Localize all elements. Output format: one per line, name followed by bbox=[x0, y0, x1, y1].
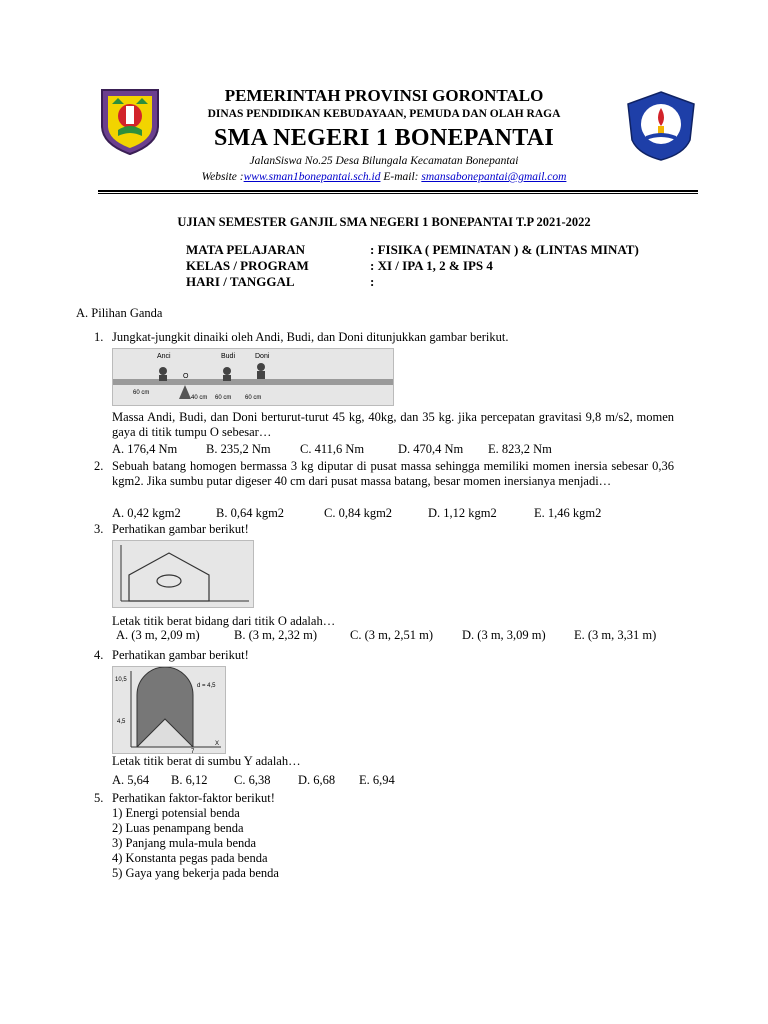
q3-text: Perhatikan gambar berikut! bbox=[112, 522, 249, 536]
section-heading: A. Pilihan Ganda bbox=[76, 306, 163, 320]
q4-fig-label-x: 7 bbox=[191, 749, 195, 754]
q3-house-figure bbox=[112, 540, 254, 608]
q4-fig-label-ymax: 10,5 bbox=[115, 677, 127, 683]
q4-option-e: E. 6,94 bbox=[359, 773, 395, 787]
email-label: E-mail: bbox=[380, 171, 422, 183]
q4-option-d: D. 6,68 bbox=[298, 773, 336, 787]
q5-number: 5. bbox=[94, 791, 104, 805]
meta-value-subject: : FISIKA ( PEMINATAN ) & (LINTAS MINAT) bbox=[370, 242, 639, 257]
q1-number: 1. bbox=[94, 330, 104, 344]
q1-fig-label-d1: 60 cm bbox=[133, 390, 150, 396]
department-name: DINAS PENDIDIKAN KEBUDAYAAN, PEMUDA DAN OLAH RAGA bbox=[207, 108, 561, 120]
q4-fig-label-diameter: d = 4,5 bbox=[197, 683, 216, 689]
q1-option-c: C. 411,6 Nm bbox=[300, 442, 365, 456]
q3-option-e: E. (3 m, 3,31 m) bbox=[574, 628, 657, 642]
q4-shape-figure bbox=[112, 666, 226, 754]
q5-item-1: 1) Energi potensial benda bbox=[112, 806, 240, 820]
q3-option-b: B. (3 m, 2,32 m) bbox=[234, 628, 317, 642]
q2-option-e: E. 1,46 kgm2 bbox=[534, 506, 602, 520]
meta-label-subject: MATA PELAJARAN bbox=[186, 242, 306, 257]
q5-item-4: 4) Konstanta pegas pada benda bbox=[112, 851, 268, 865]
q5-item-3: 3) Panjang mula-mula benda bbox=[112, 836, 257, 850]
q1-fig-label-budi: Budi bbox=[221, 353, 236, 360]
q5-item-5: 5) Gaya yang bekerja pada benda bbox=[112, 866, 279, 880]
q4-text: Perhatikan gambar berikut! bbox=[112, 648, 249, 662]
q5-text: Perhatikan faktor-faktor berikut! bbox=[112, 791, 275, 805]
q2-option-d: D. 1,12 kgm2 bbox=[428, 506, 497, 520]
q3-option-a: A. (3 m, 2,09 m) bbox=[116, 628, 200, 642]
q2-option-b: B. 0,64 kgm2 bbox=[216, 506, 285, 520]
header-rule-thick bbox=[98, 190, 698, 192]
q1-seesaw-figure bbox=[112, 348, 394, 406]
q1-fig-label-d4: 60 cm bbox=[245, 395, 262, 401]
q2-text: Sebuah batang homogen bermassa 3 kg diputar di pusat massa sehingga memiliki momen inersia sebesar 0,36 kgm2. Jika sumbu putar digeser 40 cm dari pusat massa batang, besar momen inersianya menjadi… bbox=[112, 459, 674, 488]
exam-title: UJIAN SEMESTER GANJIL SMA NEGERI 1 BONEPANTAI T.P 2021-2022 bbox=[177, 215, 591, 229]
q1-fig-label-andi: Anci bbox=[157, 353, 171, 360]
meta-label-date: HARI / TANGGAL bbox=[186, 274, 295, 289]
school-name: SMA NEGERI 1 BONEPANTAI bbox=[213, 125, 555, 151]
meta-value-class: : XI / IPA 1, 2 & IPS 4 bbox=[370, 258, 493, 273]
website-link[interactable]: www.sman1bonepantai.sch.id bbox=[243, 171, 381, 183]
q2-option-a: A. 0,42 kgm2 bbox=[112, 506, 181, 520]
q1-fig-label-d3: 60 cm bbox=[215, 395, 232, 401]
school-address: JalanSiswa No.25 Desa Bilungala Kecamatan Bonepantai bbox=[249, 155, 519, 167]
q1-option-a: A. 176,4 Nm bbox=[112, 442, 178, 456]
q1-fig-label-o: O bbox=[183, 373, 189, 380]
q3-number: 3. bbox=[94, 522, 104, 536]
meta-label-class: KELAS / PROGRAM bbox=[186, 258, 309, 273]
q1-text-2: Massa Andi, Budi, dan Doni berturut-turut 45 kg, 40kg, dan 35 kg. jika percepatan gravitasi 9,8 m/s2, momen gaya di titik tumpu O sebesar… bbox=[112, 410, 674, 439]
website-label: Website : bbox=[201, 171, 244, 183]
q4-fig-label-axis: X bbox=[215, 741, 220, 747]
q4-option-b: B. 6,12 bbox=[171, 773, 208, 787]
header-rule-thin bbox=[98, 193, 698, 194]
q2-number: 2. bbox=[94, 459, 104, 473]
q1-fig-label-doni: Doni bbox=[255, 353, 270, 360]
q4-fig-label-ymid: 4,5 bbox=[117, 719, 126, 725]
q4-option-a: A. 5,64 bbox=[112, 773, 150, 787]
q1-option-e: E. 823,2 Nm bbox=[488, 442, 552, 456]
q1-fig-label-d2: 40 cm bbox=[191, 395, 208, 401]
q3-option-d: D. (3 m, 3,09 m) bbox=[462, 628, 546, 642]
government-name: PEMERINTAH PROVINSI GORONTALO bbox=[224, 86, 544, 105]
q4-text-2: Letak titik berat di sumbu Y adalah… bbox=[112, 754, 301, 768]
email-link[interactable]: smansabonepantai@gmail.com bbox=[421, 171, 567, 183]
q4-number: 4. bbox=[94, 648, 104, 662]
q1-option-d: D. 470,4 Nm bbox=[398, 442, 464, 456]
q3-text-2: Letak titik berat bidang dari titik O adalah… bbox=[112, 614, 336, 628]
contact-line bbox=[0, 171, 768, 183]
q4-option-c: C. 6,38 bbox=[234, 773, 271, 787]
q1-text: Jungkat-jungkit dinaiki oleh Andi, Budi, dan Doni ditunjukkan gambar berikut. bbox=[112, 330, 509, 344]
q5-item-2: 2) Luas penampang benda bbox=[112, 821, 244, 835]
meta-value-date: : bbox=[370, 274, 375, 289]
q2-option-c: C. 0,84 kgm2 bbox=[324, 506, 393, 520]
q1-option-b: B. 235,2 Nm bbox=[206, 442, 271, 456]
q3-option-c: C. (3 m, 2,51 m) bbox=[350, 628, 433, 642]
